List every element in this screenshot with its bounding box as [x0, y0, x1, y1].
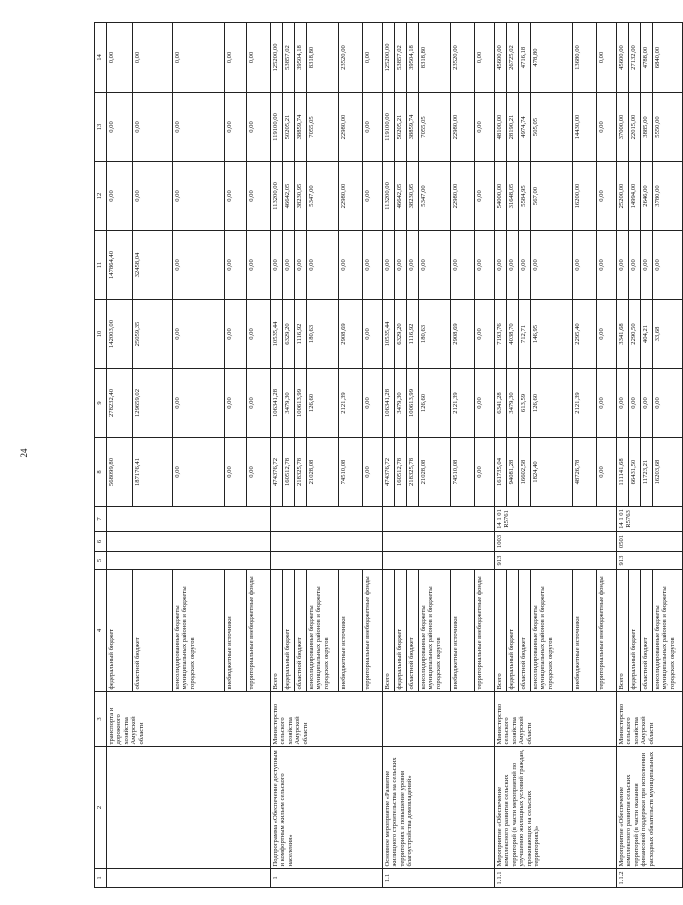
table-row [107, 23, 133, 888]
amount-cell: 1116,92 [295, 300, 307, 369]
amount-cell: 8318,80 [307, 23, 339, 93]
amount-cell: 25200,00 [617, 162, 629, 231]
code-grbs: 913 [495, 552, 617, 570]
amount-cell: 474376,72 [271, 438, 283, 507]
amount-cell: 0,00 [173, 23, 225, 93]
amount-cell: 22015,00 [629, 93, 641, 162]
amount-cell: 4038,70 [507, 300, 519, 369]
amount-cell: 0,00 [247, 369, 271, 438]
amount-cell: 6329,20 [395, 300, 407, 369]
amount-cell: 48726,78 [573, 438, 597, 507]
amount-cell: 113200,00 [383, 162, 395, 231]
page-number: 24 [19, 448, 29, 458]
amount-cell: 0,00 [597, 93, 617, 162]
amount-cell: 0,00 [519, 231, 531, 300]
amount-cell: 0,00 [173, 369, 225, 438]
amount-cell: 180,63 [307, 300, 339, 369]
program-name: Мероприятие «Обеспечение комплексного развития сельских территорий (в части оказания финансовой поддержки при исполнении расходных обязательств муниципальных [617, 747, 683, 869]
amount-cell: 5550,00 [653, 93, 683, 162]
amount-cell: 0,00 [133, 162, 173, 231]
amount-cell: 1116,92 [407, 300, 419, 369]
amount-cell: 160512,78 [283, 438, 295, 507]
amount-cell: 39504,18 [407, 23, 419, 93]
amount-cell: 4716,18 [519, 23, 531, 93]
amount-cell: 0,00 [247, 93, 271, 162]
amount-cell: 0,00 [247, 300, 271, 369]
funding-source: консолидированные бюджеты муниципальных районов и бюджеты городских округов [531, 570, 573, 692]
table-row [617, 23, 629, 888]
funding-source: внебюджетные источники [451, 570, 475, 692]
amount-cell: 0,00 [133, 93, 173, 162]
amount-cell: 11723,21 [641, 438, 653, 507]
table-row [383, 23, 395, 888]
amount-cell: 7055,05 [419, 93, 451, 162]
amount-cell: 2121,39 [573, 369, 597, 438]
amount-cell: 125200,00 [383, 23, 395, 93]
amount-cell: 187176,41 [133, 438, 173, 507]
header-cell: 3 [95, 692, 107, 747]
funding-source: Всего [617, 570, 629, 692]
code-rzpr [271, 532, 383, 552]
amount-cell: 160512,78 [395, 438, 407, 507]
funding-source: федеральный бюджет [107, 570, 133, 692]
responsible-executor: Министерство сельского хозяйства Амурской области [271, 692, 383, 747]
funding-source: консолидированные бюджеты муниципальных районов и бюджеты городских округов [653, 570, 683, 692]
amount-cell: 0,00 [173, 231, 225, 300]
amount-cell: 0,00 [363, 438, 383, 507]
amount-cell: 474376,72 [383, 438, 395, 507]
amount-cell: 53857,02 [395, 23, 407, 93]
amount-cell: 50205,21 [283, 93, 295, 162]
program-name: Основное мероприятие «Развитие жилищного строительства на сельских территориях и повышение уровня благоустройства домовладений» [383, 747, 495, 869]
header-cell: 11 [95, 231, 107, 300]
amount-cell: 26725,02 [507, 23, 519, 93]
amount-cell: 74510,08 [451, 438, 475, 507]
amount-cell: 0,00 [363, 231, 383, 300]
funding-source: Всего [495, 570, 507, 692]
amount-cell: 0,00 [225, 162, 247, 231]
amount-cell: 21028,08 [419, 438, 451, 507]
amount-cell: 161735,04 [495, 438, 507, 507]
amount-cell: 3479,30 [283, 369, 295, 438]
amount-cell: 218325,78 [295, 438, 307, 507]
amount-cell: 0,00 [363, 23, 383, 93]
amount-cell: 1824,40 [531, 438, 573, 507]
amount-cell: 0,00 [107, 23, 133, 93]
amount-cell: 3479,30 [395, 369, 407, 438]
amount-cell: 0,00 [475, 23, 495, 93]
amount-cell: 0,00 [283, 231, 295, 300]
amount-cell: 126,60 [531, 369, 573, 438]
amount-cell: 0,00 [271, 231, 283, 300]
header-cell: 10 [95, 300, 107, 369]
header-cell: 13 [95, 93, 107, 162]
amount-cell: 0,00 [475, 93, 495, 162]
funding-source: консолидированные бюджеты муниципальных районов и бюджеты городских округов [307, 570, 339, 692]
amount-cell: 5347,00 [307, 162, 339, 231]
amount-cell: 22980,00 [339, 93, 363, 162]
code-grbs [271, 552, 383, 570]
amount-cell: 119100,00 [383, 93, 395, 162]
amount-cell: 22980,00 [451, 162, 475, 231]
amount-cell: 0,00 [475, 231, 495, 300]
amount-cell: 38859,74 [295, 93, 307, 162]
row-number: 1.1.2 [617, 869, 683, 888]
amount-cell: 126,60 [419, 369, 451, 438]
amount-cell: 0,00 [629, 369, 641, 438]
amount-cell: 0,00 [247, 23, 271, 93]
amount-cell: 31648,05 [507, 162, 519, 231]
amount-cell: 0,00 [363, 93, 383, 162]
code-grbs [107, 552, 271, 570]
responsible-executor: Министерство сельского хозяйства Амурской области [617, 692, 683, 747]
amount-cell: 0,00 [653, 231, 683, 300]
amount-cell: 7055,05 [307, 93, 339, 162]
amount-cell: 0,00 [531, 231, 573, 300]
header-cell: 6 [95, 532, 107, 552]
amount-cell: 106341,28 [383, 369, 395, 438]
amount-cell: 180,63 [419, 300, 451, 369]
amount-cell: 21028,08 [307, 438, 339, 507]
header-cell: 1 [95, 869, 107, 888]
amount-cell: 0,00 [597, 438, 617, 507]
amount-cell: 32458,04 [133, 231, 173, 300]
amount-cell: 5347,00 [419, 162, 451, 231]
amount-cell: 3341,68 [617, 300, 629, 369]
amount-cell: 0,00 [573, 231, 597, 300]
amount-cell: 0,00 [597, 300, 617, 369]
amount-cell: 5584,95 [519, 162, 531, 231]
amount-cell: 0,00 [597, 23, 617, 93]
amount-cell: 0,00 [247, 438, 271, 507]
amount-cell: 0,00 [475, 162, 495, 231]
amount-cell: 33,68 [653, 300, 683, 369]
amount-cell: 2646,00 [641, 162, 653, 231]
amount-cell: 0,00 [451, 231, 475, 300]
code-grbs: 913 [617, 552, 683, 570]
amount-cell: 505,05 [531, 93, 573, 162]
amount-cell: 0,00 [247, 231, 271, 300]
program-name [107, 747, 271, 869]
header-cell: 2 [95, 747, 107, 869]
amount-cell: 0,00 [173, 93, 225, 162]
amount-cell: 218325,78 [407, 438, 419, 507]
amount-cell: 10535,44 [383, 300, 395, 369]
program-name: Подпрограмма «Обеспечение доступным и комфортным жильем сельского населения» [271, 747, 383, 869]
header-row [95, 23, 107, 888]
code-rzpr [383, 532, 495, 552]
amount-cell: 100613,99 [407, 369, 419, 438]
amount-cell: 113200,00 [271, 162, 283, 231]
amount-cell: 0,00 [641, 369, 653, 438]
amount-cell: 0,00 [225, 369, 247, 438]
amount-cell: 48100,00 [495, 93, 507, 162]
funding-source: Всего [383, 570, 395, 692]
amount-cell: 10535,44 [271, 300, 283, 369]
table-row [495, 23, 507, 888]
amount-cell: 0,00 [363, 162, 383, 231]
funding-source: территориальные внебюджетные фонды [363, 570, 383, 692]
amount-cell: 23520,00 [451, 23, 475, 93]
amount-cell: 0,00 [225, 300, 247, 369]
code-rzpr: 1003 [495, 532, 617, 552]
amount-cell: 54000,00 [495, 162, 507, 231]
amount-cell: 0,00 [225, 93, 247, 162]
funding-source: областной бюджет [407, 570, 419, 692]
amount-cell: 146,95 [531, 300, 573, 369]
amount-cell: 0,00 [363, 369, 383, 438]
amount-cell: 4788,00 [641, 23, 653, 93]
amount-cell: 39504,18 [295, 23, 307, 93]
amount-cell: 0,00 [383, 231, 395, 300]
amount-cell: 0,00 [475, 369, 495, 438]
amount-cell: 0,00 [641, 231, 653, 300]
amount-cell: 0,00 [225, 23, 247, 93]
amount-cell: 37000,00 [617, 93, 629, 162]
row-number [107, 869, 271, 888]
amount-cell: 2121,39 [339, 369, 363, 438]
amount-cell: 0,00 [225, 231, 247, 300]
amount-cell: 106341,28 [271, 369, 283, 438]
code-csr: 14 1 01 R5761 [495, 507, 617, 532]
amount-cell: 568099,80 [107, 438, 133, 507]
code-grbs [383, 552, 495, 570]
header-cell: 8 [95, 438, 107, 507]
code-rzpr [107, 532, 271, 552]
amount-cell: 0,00 [339, 231, 363, 300]
header-cell: 14 [95, 23, 107, 93]
amount-cell: 125200,00 [271, 23, 283, 93]
amount-cell: 712,71 [519, 300, 531, 369]
amount-cell: 2295,40 [573, 300, 597, 369]
funding-source: консолидированные бюджеты муниципальных районов и бюджеты городских округов [173, 570, 225, 692]
amount-cell: 27132,00 [629, 23, 641, 93]
amount-cell: 278232,40 [107, 369, 133, 438]
funding-source: территориальные внебюджетные фонды [247, 570, 271, 692]
amount-cell: 13680,00 [573, 23, 597, 93]
amount-cell: 2290,50 [629, 300, 641, 369]
header-cell: 7 [95, 507, 107, 532]
amount-cell: 0,00 [407, 231, 419, 300]
amount-cell: 0,00 [617, 369, 629, 438]
funding-source: территориальные внебюджетные фонды [475, 570, 495, 692]
amount-cell: 0,00 [629, 231, 641, 300]
code-csr [271, 507, 383, 532]
table-row [271, 23, 283, 888]
amount-cell: 38230,95 [295, 162, 307, 231]
amount-cell: 0,00 [495, 231, 507, 300]
amount-cell: 142003,00 [107, 300, 133, 369]
funding-source: внебюджетные источники [225, 570, 247, 692]
amount-cell: 53857,02 [283, 23, 295, 93]
amount-cell: 0,00 [597, 162, 617, 231]
amount-cell: 0,00 [307, 231, 339, 300]
amount-cell: 6840,00 [653, 23, 683, 93]
amount-cell: 0,00 [173, 162, 225, 231]
amount-cell: 50205,21 [395, 93, 407, 162]
amount-cell: 45600,00 [495, 23, 507, 93]
funding-source: Всего [271, 570, 283, 692]
amount-cell: 0,00 [107, 162, 133, 231]
header-cell: 5 [95, 552, 107, 570]
amount-cell: 2908,69 [451, 300, 475, 369]
funding-source: федеральный бюджет [283, 570, 295, 692]
amount-cell: 38230,95 [407, 162, 419, 231]
amount-cell: 613,59 [519, 369, 531, 438]
amount-cell: 0,00 [133, 23, 173, 93]
amount-cell: 0,00 [419, 231, 451, 300]
budget-table-sheet [94, 23, 676, 888]
row-number: 1 [271, 869, 383, 888]
amount-cell: 0,00 [475, 300, 495, 369]
amount-cell: 2121,39 [451, 369, 475, 438]
amount-cell: 74510,08 [339, 438, 363, 507]
amount-cell: 23520,00 [339, 23, 363, 93]
amount-cell: 2908,69 [339, 300, 363, 369]
amount-cell: 0,00 [653, 369, 683, 438]
amount-cell: 147864,40 [107, 231, 133, 300]
amount-cell: 7193,76 [495, 300, 507, 369]
funding-source: федеральный бюджет [395, 570, 407, 692]
funding-source: областной бюджет [641, 570, 653, 692]
amount-cell: 16200,00 [573, 162, 597, 231]
funding-source: областной бюджет [133, 570, 173, 692]
funding-source: внебюджетные источники [339, 570, 363, 692]
amount-cell: 28190,21 [507, 93, 519, 162]
funding-source: внебюджетные источники [573, 570, 597, 692]
amount-cell: 119100,00 [271, 93, 283, 162]
amount-cell: 16203,68 [653, 438, 683, 507]
amount-cell: 8318,80 [419, 23, 451, 93]
header-cell: 9 [95, 369, 107, 438]
amount-cell: 404,21 [641, 300, 653, 369]
funding-source: областной бюджет [295, 570, 307, 692]
header-cell: 12 [95, 162, 107, 231]
header-cell: 4 [95, 570, 107, 692]
amount-cell: 4974,74 [519, 93, 531, 162]
amount-cell: 16602,58 [519, 438, 531, 507]
amount-cell: 6341,28 [495, 369, 507, 438]
amount-cell: 46642,05 [395, 162, 407, 231]
amount-cell: 567,00 [531, 162, 573, 231]
amount-cell: 0,00 [507, 231, 519, 300]
code-csr: 14 1 01 R5763 [617, 507, 683, 532]
funding-source: федеральный бюджет [507, 570, 519, 692]
budget-table [94, 22, 683, 888]
amount-cell: 0,00 [173, 300, 225, 369]
amount-cell: 6329,20 [283, 300, 295, 369]
amount-cell: 14994,00 [629, 162, 641, 231]
row-number: 1.1 [383, 869, 495, 888]
amount-cell: 0,00 [363, 300, 383, 369]
amount-cell: 22980,00 [339, 162, 363, 231]
amount-cell: 0,00 [597, 369, 617, 438]
amount-cell: 0,00 [395, 231, 407, 300]
amount-cell: 0,00 [475, 438, 495, 507]
amount-cell: 126,60 [307, 369, 339, 438]
row-number: 1.1.1 [495, 869, 617, 888]
amount-cell: 0,00 [173, 438, 225, 507]
amount-cell: 25059,35 [133, 300, 173, 369]
responsible-executor: Министерство сельского хозяйства Амурской области [495, 692, 617, 747]
responsible-executor [383, 692, 495, 747]
amount-cell: 66431,50 [629, 438, 641, 507]
amount-cell: 0,00 [597, 231, 617, 300]
amount-cell: 94081,28 [507, 438, 519, 507]
amount-cell: 111141,68 [617, 438, 629, 507]
amount-cell: 22980,00 [451, 93, 475, 162]
amount-cell: 0,00 [225, 438, 247, 507]
amount-cell: 46642,05 [283, 162, 295, 231]
code-rzpr: 0501 [617, 532, 683, 552]
amount-cell: 100613,99 [295, 369, 307, 438]
amount-cell: 14430,00 [573, 93, 597, 162]
amount-cell: 3885,00 [641, 93, 653, 162]
program-name: Мероприятие «Обеспечение комплексного развития сельских территорий (в части мероприятий по улучшению жилищных условий граждан, проживающих на сельских территориях)» [495, 747, 617, 869]
code-csr [383, 507, 495, 532]
amount-cell: 45600,00 [617, 23, 629, 93]
code-csr [107, 507, 271, 532]
funding-source: территориальные внебюджетные фонды [597, 570, 617, 692]
amount-cell: 38859,74 [407, 93, 419, 162]
amount-cell: 129659,02 [133, 369, 173, 438]
amount-cell: 478,80 [531, 23, 573, 93]
amount-cell: 0,00 [107, 93, 133, 162]
responsible-executor: транспорта и дорожного хозяйства Амурской области [107, 692, 271, 747]
amount-cell: 3780,00 [653, 162, 683, 231]
amount-cell: 0,00 [247, 162, 271, 231]
funding-source: федеральный бюджет [629, 570, 641, 692]
amount-cell: 0,00 [295, 231, 307, 300]
funding-source: областной бюджет [519, 570, 531, 692]
amount-cell: 3479,30 [507, 369, 519, 438]
funding-source: консолидированные бюджеты муниципальных районов и бюджеты городских округов [419, 570, 451, 692]
amount-cell: 0,00 [617, 231, 629, 300]
